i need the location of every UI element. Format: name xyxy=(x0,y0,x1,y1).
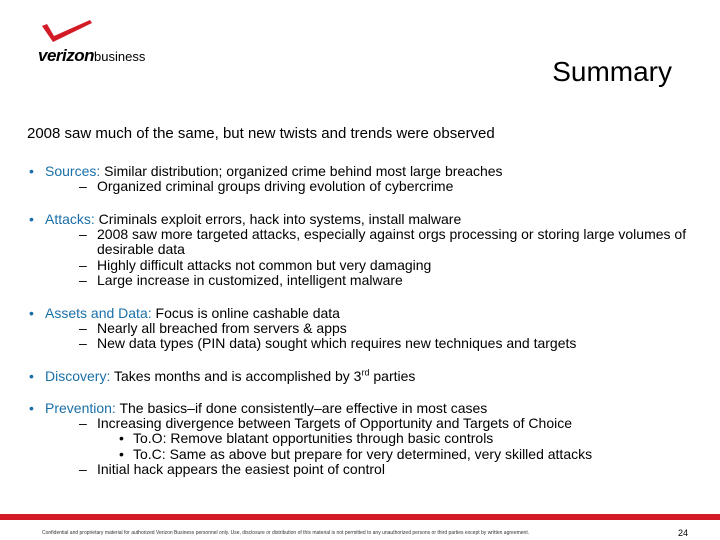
sub-item: – Highly difficult attacks not common but very damaging xyxy=(79,258,697,274)
bullet-lead: Discovery: xyxy=(45,367,111,384)
page-number: 24 xyxy=(678,528,689,538)
sub-sub-item: • To.C: Same as above but prepare for very determined, very skilled attacks xyxy=(119,447,697,463)
sub-item: – Nearly all breached from servers & apps xyxy=(79,321,697,337)
sub-item: – Increasing divergence between Targets of Opportunity and Targets of Choice • To.O: Remove blatant opportunities through basic controls • To.C: Same as above but prepare for very determined, very skilled attacks xyxy=(79,416,697,463)
sub-sub-item: • To.O: Remove blatant opportunities through basic controls xyxy=(119,431,697,447)
bullet-lead: Sources: xyxy=(45,163,101,179)
bullet-lead: Attacks: xyxy=(45,210,95,227)
footer-confidential-text: Confidential and proprietary material for authorized Verizon Business personnel only. Use, disclosure or distribution of this material is not permitted to any unauthorized persons or third parties except by written agreement. xyxy=(42,530,530,536)
bullet-text: Similar distribution; organized crime behind most large breaches xyxy=(100,163,503,179)
sub-item: – New data types (PIN data) sought which requires new techniques and targets xyxy=(79,336,697,352)
verizon-business-logo xyxy=(38,18,168,68)
sub-list xyxy=(45,227,697,289)
bullet-assets-and-data xyxy=(27,305,697,352)
bullet-lead: Prevention: xyxy=(45,399,116,416)
bullet-attacks xyxy=(27,211,697,289)
slide-title: Summary xyxy=(552,56,672,87)
bullet-sources xyxy=(27,163,697,195)
slide-subtitle: 2008 saw much of the same, but new twists and trends were observed xyxy=(27,125,495,142)
bullet-prevention xyxy=(27,400,697,478)
checkmark-logo-icon xyxy=(38,18,98,44)
bullet-text: Takes months and is accomplished by 3 xyxy=(110,367,362,384)
sub-sub-list xyxy=(97,431,697,462)
sub-list xyxy=(45,416,697,478)
bullet-superscript: rd xyxy=(361,366,370,377)
bullet-discovery xyxy=(27,368,697,384)
bullet-tail: parties xyxy=(369,367,416,384)
sub-item: – Large increase in customized, intelligent malware xyxy=(79,273,697,289)
bullet-text: Criminals exploit errors, hack into systems, install malware xyxy=(94,210,462,227)
logo-wordmark: verizonbusiness xyxy=(38,46,146,65)
footer-bar xyxy=(0,514,720,520)
sub-item: – Initial hack appears the easiest point of control xyxy=(79,462,697,478)
slide-content xyxy=(27,163,697,494)
sub-list xyxy=(45,179,697,195)
sub-item: – Organized criminal groups driving evolution of cybercrime xyxy=(79,179,697,195)
sub-item: – 2008 saw more targeted attacks, especially against orgs processing or storing large volumes of desirable data xyxy=(79,227,697,258)
bullet-text: The basics–if done consistently–are effective in most cases xyxy=(115,399,488,416)
bullet-lead: Assets and Data: xyxy=(45,304,152,321)
bullet-text: Focus is online cashable data xyxy=(151,304,340,321)
sub-list xyxy=(45,321,697,352)
